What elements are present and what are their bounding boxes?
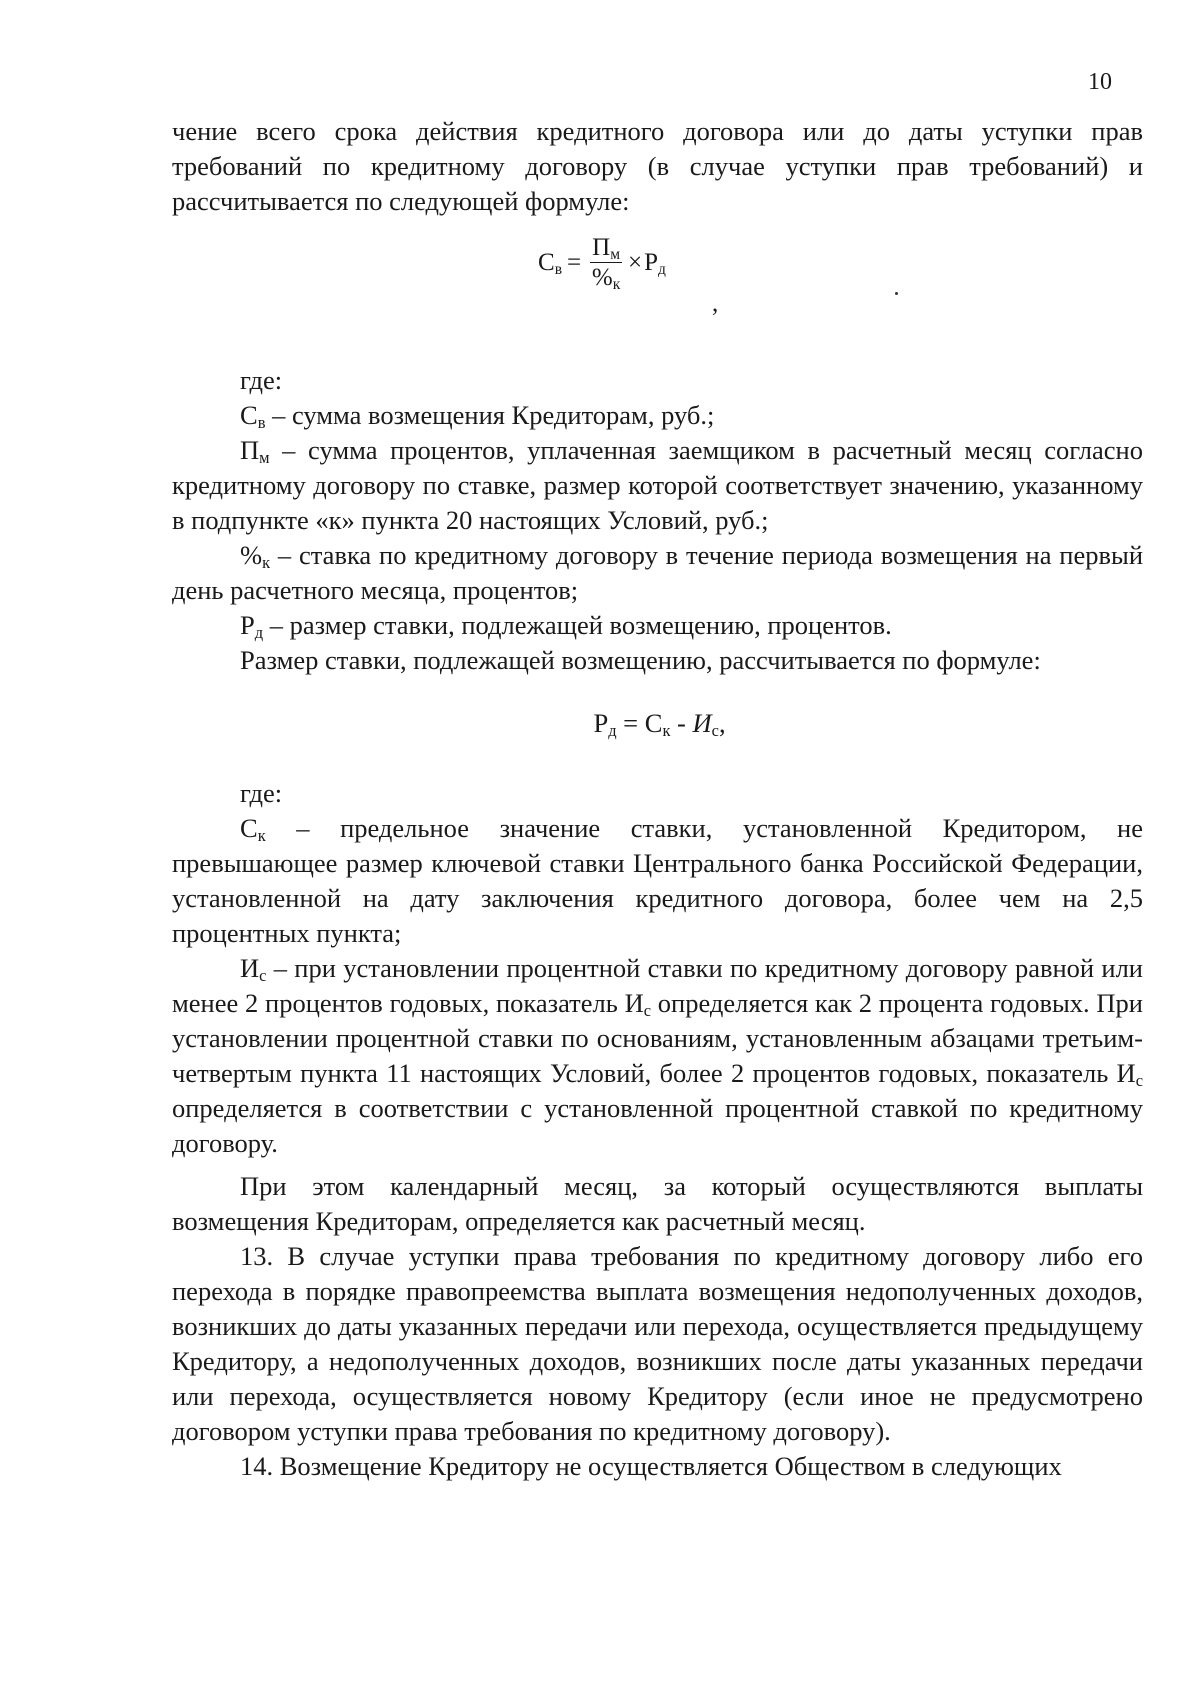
definition-rd: $Р_д$ – размер ставки, подлежащей возмещению, процентов. [240, 610, 892, 643]
formula1-spacer [172, 219, 1143, 363]
formula1-numerator: $П_м$ [592, 234, 620, 263]
paragraph-13: 13. В случае уступки права требования по кредитному договору либо его перехода в порядке правопреемства выплата возмещения недополученных доходов, возникших до даты указанных передачи или перехода, осуществляется предыдущему Кредитору, а недополученных доходов, возникших после даты указанных передачи или перехода, осуществляется новому Кредитору (если иное не предусмотрено договором уступки права требования по кредитному договору). [172, 1241, 1143, 1446]
definition-sv: $С_в$ – сумма возмещения Кредиторам, руб.; [240, 400, 715, 433]
formula1-comma: , [712, 290, 719, 317]
formula1-denominator: $\%_к$ [591, 264, 621, 293]
paragraph-14: 14. Возмещение Кредитору не осуществляется Обществом в следующих [240, 1451, 1062, 1481]
month-paragraph: При этом календарный месяц, за который осуществляются выплаты возмещения Кредиторам, определяется как расчетный месяц. [172, 1171, 1143, 1236]
definition-is: $И_с$ – при установлении процентной ставки по кредитному договору равной или менее 2 процентов годовых, показатель $И_с$ определяется как 2 процента годовых. При установлении процентной ставки по основаниям, установленным абзацами третьим-четвертым пункта 11 настоящих Условий, более 2 процентов годовых, показатель $И_с$ определяется в соответствии с установленной процентной ставкой по кредитному договору. [172, 953, 1143, 1158]
definition-pm: $П_м$ – сумма процентов, уплаченная заемщиком в расчетный месяц согласно кредитному договору по ставке, размер которой соответствует значению, указанному в подпункте «к» пункта 20 настоящих Условий, руб.; [172, 435, 1143, 535]
document-body [172, 114, 1143, 1484]
formula1-times: × [628, 249, 643, 276]
formula1-rhs: $Р_д$ [644, 249, 666, 278]
formula1-eq: = [567, 249, 582, 276]
definition-sk: $С_к$ – предельное значение ставки, установленной Кредитором, не превышающее размер ключевой ставки Центрального банка Российской Федерации, установленной на дату заключения кредитного договора, более чем на 2,5 процентных пункта; [172, 813, 1143, 948]
formula1-lhs: $С_в$ [538, 249, 563, 278]
intro-paragraph: чение всего срока действия кредитного договора или до даты уступки прав требований по кредитному договору (в случае уступки прав требований) и рассчитывается по следующей формуле: [172, 116, 1143, 216]
rate-intro: Размер ставки, подлежащей возмещению, рассчитывается по формуле: [240, 645, 1041, 675]
where-label-1: где: [240, 365, 283, 395]
where-label-2: где: [240, 778, 283, 808]
formula-rate: $Р_д = С_к - И_с$, [593, 708, 726, 741]
definition-pk: $\%_к$ – ставка по кредитному договору в течение периода возмещения на первый день расчетного месяца, процентов; [172, 540, 1143, 605]
page-number: 10 [1088, 69, 1112, 95]
